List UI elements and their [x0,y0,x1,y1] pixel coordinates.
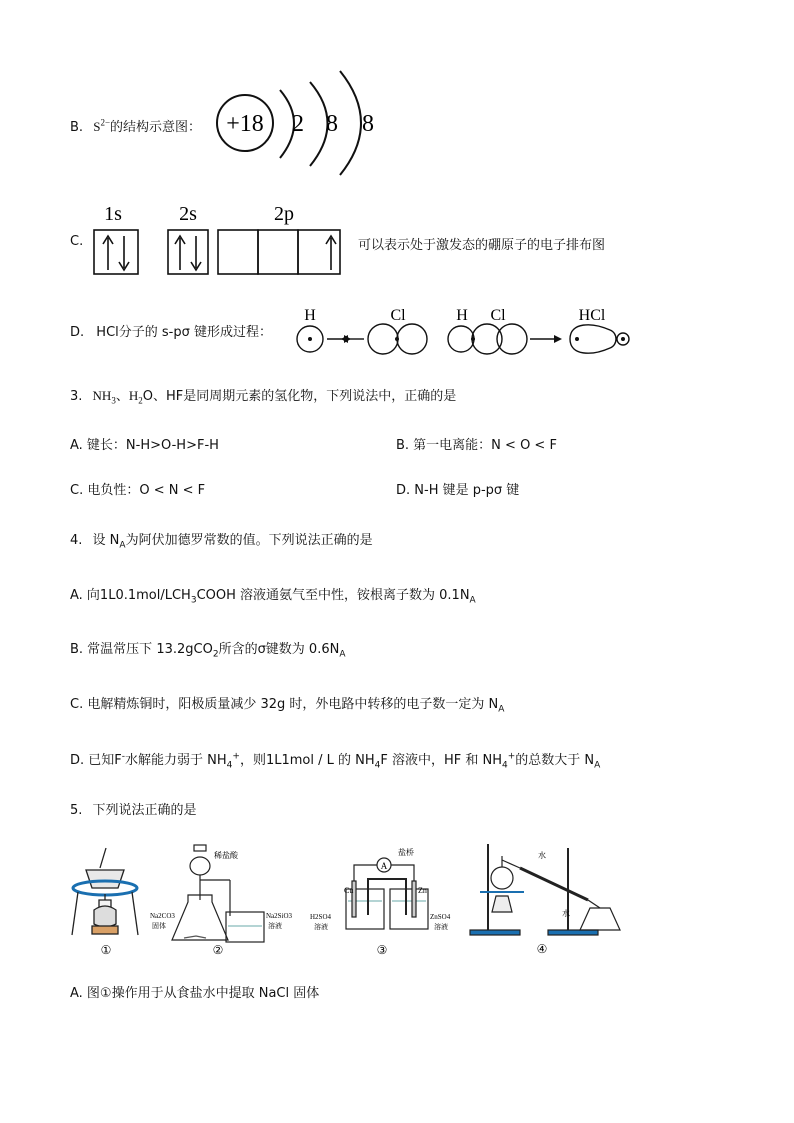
solution-label-2: 溶液 [268,922,282,930]
q3-option-c: C. 电负性：O < N < F [70,483,206,498]
alcohol-lamp [94,906,116,927]
q3-option-a: A. 键长：N-H>O-H>F-H [70,438,219,453]
optionC-label: C. [70,234,84,249]
conical-flask [172,895,228,940]
arrowhead [554,335,562,343]
salt-solution-label-2: 溶液 [434,923,448,931]
acid-solution-label-1: H2SO4 [310,913,332,921]
orbital-label-1s: 1s [104,203,122,225]
figure-label-1: ① [100,943,112,957]
electron-dot [308,337,312,341]
shell-electrons-2: 8 [326,111,338,137]
atom-label-h-2: H [456,307,468,324]
orbital-box-1s [94,230,138,274]
q4-option-b: B. 常温常压下 13.2gCO$_2$所含的σ键数为 $0.6N_A$ [70,642,346,660]
solution-label-1: Na2SiO3 [266,912,293,920]
orbital-diagram [88,198,360,280]
solid-label-2: 固体 [152,922,166,930]
salt-solution-label-1: ZnSO4 [430,913,451,921]
electron-shell-arc-2 [310,82,328,166]
acid-solution-label-2: 溶液 [314,923,328,931]
electron-shell-arc-3 [340,71,361,175]
figure-1-evaporation [66,840,146,960]
tripod-leg [72,892,78,935]
alcohol-lamp [492,896,512,912]
q5-option-a: A. 图①操作用于从食盐水中提取 NaCl 固体 [70,986,320,1001]
nucleus-charge: +18 [226,111,264,137]
s2-ion-structure-diagram [210,68,390,178]
ammeter-label: A [380,861,388,871]
water-out-label: 水 [562,909,570,918]
q3-option-b: B. 第一电离能：N < O < F [396,438,557,453]
condenser [520,868,588,900]
acid-label: 稀盐酸 [214,851,238,860]
electron-dot [621,337,625,341]
salt-bridge [368,879,406,915]
figure-label-4: ④ [536,942,548,956]
q5-stem: 5. 下列说法正确的是 [70,803,197,818]
lamp-base [92,926,118,934]
cu-label: Cu [344,886,354,895]
q4-option-a: A. 向$1L0.1mol/LCH_3COOH$ 溶液通氨气至中性，铵根离子数为 $0.1N_A$ [70,588,476,606]
receiving-flask [580,908,620,930]
stand-base [470,930,520,935]
hcl-bond-formation-diagram [292,302,637,362]
orbital-box-2p-1 [218,230,258,274]
orbital-box-2s [168,230,208,274]
cl-p-orbital-lobe-right [397,324,427,354]
optionC-text: 可以表示处于激发态的硼原子的电子排布图 [358,238,606,253]
optionD-line [70,321,272,340]
figure-2-acid-carbonate [150,840,306,960]
shell-electrons-3: 8 [362,111,374,137]
q4-stem: 4. 设 $N_A$为阿伏加德罗常数的值。下列说法正确的是 [70,533,373,551]
orbital-label-2p: 2p [274,203,294,225]
cl-p-orbital-lobe-left [368,324,398,354]
figure-3-galvanic-cell [310,845,460,960]
water-in-label: 水 [538,851,546,860]
salt-bridge-label: 盐桥 [398,848,414,857]
optionB-line [70,116,201,135]
atom-label-cl-2: Cl [490,307,506,324]
q3-stem: 3. $NH_3$、$H_2O$、HF是同周期元素的氢化物，下列说法中，正确的是 [70,388,457,406]
q4-option-d: D. 已知F-水解能力弱于 $NH_4^+$，则1L1mol / L 的 $NH_4F$ 溶液中，HF 和 $NH_4^+$的总数大于 $N_A$ [70,751,601,771]
orbital-box-2p-2 [258,230,298,274]
figure-label-2: ② [212,943,224,957]
funnel-stopper [194,845,206,851]
optionB-text: 的结构示意图： [110,120,202,135]
adapter [588,900,600,908]
optionB-label: B. [70,120,84,135]
q3-option-d: D. N-H 键是 p-pσ 键 [396,483,520,498]
atom-label-cl: Cl [390,307,406,324]
figure-label-3: ③ [376,943,388,957]
molecule-label-hcl: HCl [578,307,606,324]
zn-electrode [412,881,416,917]
separatory-funnel [190,857,210,875]
figure-4-distillation [468,838,628,960]
h-s-orbital-2 [448,326,474,352]
electron-dot [471,337,475,341]
solid-label-1: Na2CO3 [150,912,175,920]
orbital-label-2s: 2s [179,203,197,225]
solid-sample [184,936,206,938]
optionD-text: HCl分子的 s-pσ 键形成过程： [96,325,272,340]
optionB-formula: $S^{2-}$ [93,117,111,134]
atom-label-h: H [304,307,316,324]
distilling-flask [491,867,513,889]
electron-dot [395,337,399,341]
tripod-leg [132,892,138,935]
electron-dot [575,337,579,341]
shell-electrons-1: 2 [292,111,304,137]
optionD-label: D. [70,325,85,340]
evaporating-dish [86,870,124,888]
beaker-right [390,889,428,929]
orbital-box-2p-3 [298,230,340,274]
glass-rod [100,848,106,868]
q4-option-c: C. 电解精炼铜时，阳极质量减少 32g 时，外电路中转移的电子数一定为 $N_A$ [70,697,505,715]
stand-base-2 [548,930,598,935]
beaker [226,912,264,942]
zn-label: Zn [418,886,427,895]
